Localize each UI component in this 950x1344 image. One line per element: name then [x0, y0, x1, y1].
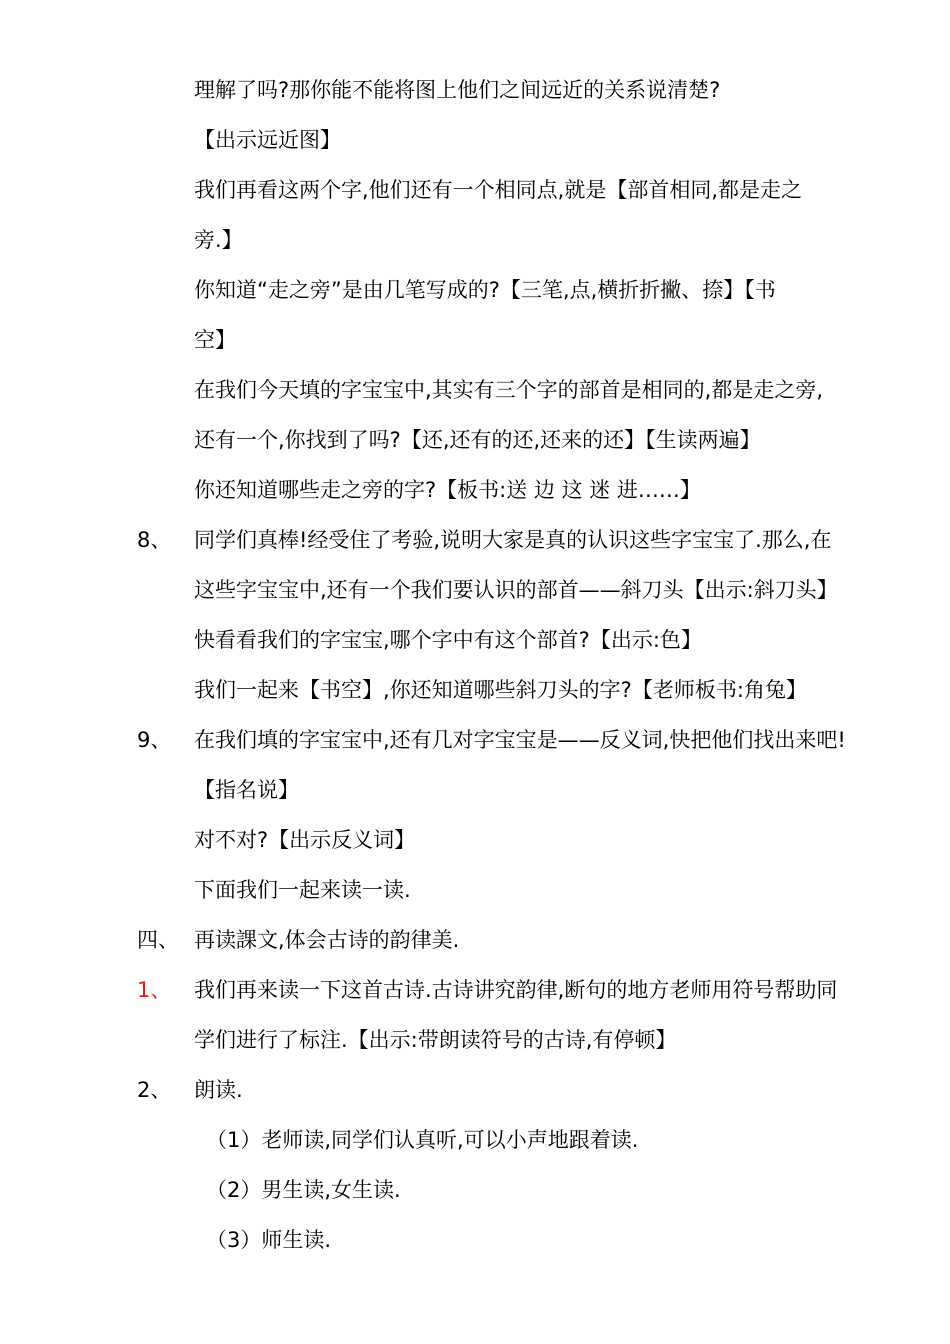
line-text: 你知道“走之旁”是由几笔写成的?【三笔,点,横折折撇、捺】【书	[194, 278, 776, 302]
line-text: 在我们今天填的字宝宝中,其实有三个字的部首是相同的,都是走之旁,	[194, 378, 824, 402]
paragraph-line	[0, 376, 950, 426]
line-text: 还有一个,你找到了吗?【还,还有的还,还来的还】【生读两遍】	[194, 428, 761, 452]
paragraph-line	[0, 976, 950, 1026]
sub-item-line	[0, 1126, 950, 1176]
paragraph-line	[0, 826, 950, 876]
paragraph-line	[0, 176, 950, 226]
line-text: 我们再看这两个字,他们还有一个相同点,就是【部首相同,都是走之	[194, 178, 803, 202]
list-marker: 8、	[137, 528, 172, 552]
paragraph-line	[0, 326, 950, 376]
line-text: 快看看我们的字宝宝,哪个字中有这个部首?【出示:色】	[194, 628, 702, 652]
list-marker: 1、	[137, 978, 172, 1002]
sub-item-line	[0, 1176, 950, 1226]
paragraph-line	[0, 776, 950, 826]
line-text: 我们一起来【书空】,你还知道哪些斜刀头的字?【老师板书:角兔】	[194, 678, 807, 702]
line-text: （1）老师读,同学们认真听,可以小声地跟着读.	[206, 1128, 639, 1152]
paragraph-line	[0, 1026, 950, 1076]
line-text: 旁.】	[194, 228, 243, 252]
paragraph-line	[0, 1076, 950, 1126]
line-text: 这些字宝宝中,还有一个我们要认识的部首——斜刀头【出示:斜刀头】	[194, 578, 838, 602]
paragraph-line	[0, 226, 950, 276]
line-text: （2）男生读,女生读.	[206, 1178, 401, 1202]
line-text: 理解了吗?那你能不能将图上他们之间远近的关系说清楚?	[194, 78, 721, 102]
paragraph-line	[0, 576, 950, 626]
paragraph-line	[0, 726, 950, 776]
line-text: （3）师生读.	[206, 1228, 332, 1252]
sub-item-line	[0, 1226, 950, 1276]
line-text: 学们进行了标注.【出示:带朗读符号的古诗,有停顿】	[194, 1028, 677, 1052]
line-text: 朗读.	[194, 1078, 243, 1102]
paragraph-line	[0, 876, 950, 926]
section-heading-line	[0, 926, 950, 976]
line-text: 在我们填的字宝宝中,还有几对字宝宝是——反义词,快把他们找出来吧!	[194, 728, 846, 752]
paragraph-line	[0, 476, 950, 526]
line-text: 下面我们一起来读一读.	[194, 878, 411, 902]
paragraph-line	[0, 676, 950, 726]
line-text: 我们再来读一下这首古诗.古诗讲究韵律,断句的地方老师用符号帮助同	[194, 978, 838, 1002]
paragraph-line	[0, 626, 950, 676]
line-text: 你还知道哪些走之旁的字?【板书:送 边 这 迷 进……】	[194, 478, 701, 502]
line-text: 对不对?【出示反义词】	[194, 828, 416, 852]
list-marker: 9、	[137, 728, 172, 752]
paragraph-line	[0, 276, 950, 326]
line-text: 再读課文,体会古诗的韵律美.	[194, 928, 460, 952]
section-marker: 四、	[137, 928, 179, 952]
paragraph-line	[0, 76, 950, 126]
line-text: 【指名说】	[194, 778, 299, 802]
line-text: 同学们真棒!经受住了考验,说明大家是真的认识这些字宝宝了.那么,在	[194, 528, 832, 552]
paragraph-line	[0, 526, 950, 576]
line-text: 【出示远近图】	[194, 128, 341, 152]
paragraph-line	[0, 426, 950, 476]
line-text: 空】	[194, 328, 236, 352]
paragraph-line	[0, 126, 950, 176]
list-marker: 2、	[137, 1078, 172, 1102]
